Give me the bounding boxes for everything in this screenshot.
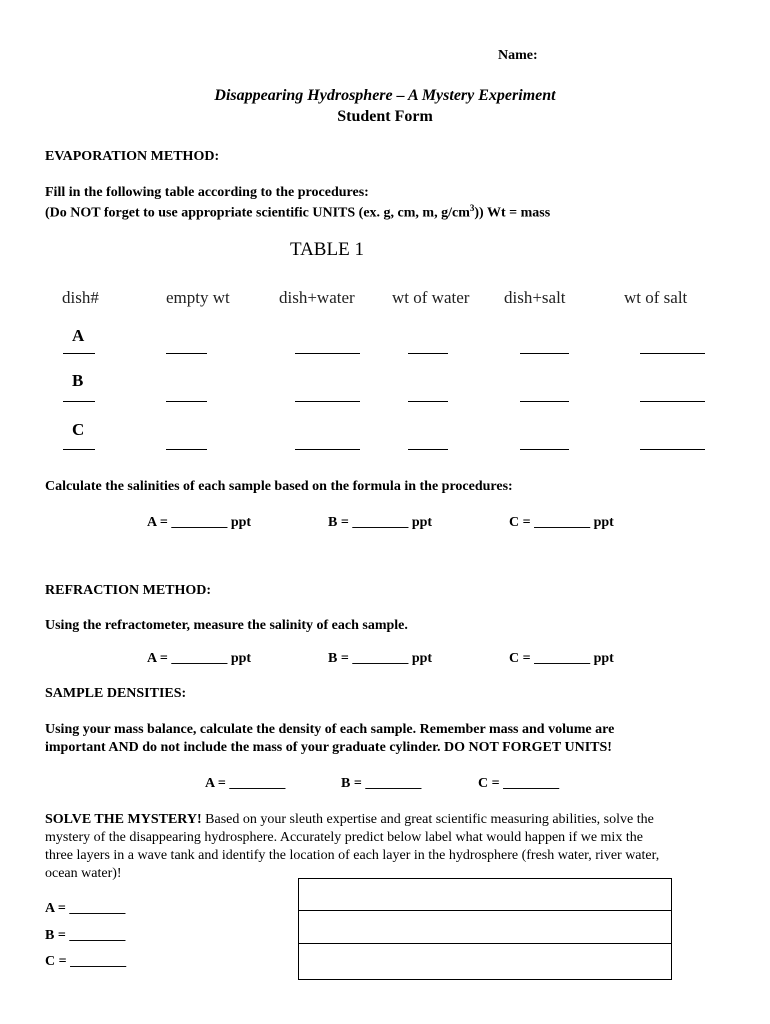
box-row-divider — [299, 943, 671, 944]
wt-water-c-blank[interactable] — [408, 449, 448, 450]
mystery-heading: SOLVE THE MYSTERY! — [45, 812, 202, 827]
wt-water-a-blank[interactable] — [408, 353, 448, 354]
refraction-heading: REFRACTION METHOD: — [45, 583, 212, 598]
column-header-dish-water: dish+water — [279, 288, 355, 307]
row-label-b: B — [72, 371, 84, 390]
evaporation-answer-a[interactable]: A = ________ ppt — [147, 515, 252, 530]
wt-water-b-blank[interactable] — [408, 401, 448, 402]
density-answer-c[interactable]: C = ________ — [478, 776, 560, 791]
densities-heading: SAMPLE DENSITIES: — [45, 686, 187, 701]
densities-instruction-2: important AND do not include the mass of your graduate cylinder. DO NOT FORGET UNITS! — [45, 740, 612, 755]
mystery-answer-c[interactable]: C = ________ — [45, 954, 127, 969]
evaporation-heading: EVAPORATION METHOD: — [45, 149, 220, 164]
column-header-dish-salt: dish+salt — [504, 288, 566, 307]
column-header-wt-salt: wt of salt — [624, 288, 688, 307]
form-subtitle: Student Form — [337, 108, 433, 125]
row-label-a: A — [72, 326, 85, 345]
table-title: TABLE 1 — [290, 239, 364, 260]
dish-water-c-blank[interactable] — [295, 449, 360, 450]
dish-a-blank[interactable] — [63, 353, 95, 354]
dish-salt-c-blank[interactable] — [520, 449, 569, 450]
evaporation-instruction-1: Fill in the following table according to the procedures: — [45, 185, 369, 200]
evaporation-answer-c[interactable]: C = ________ ppt — [509, 515, 614, 530]
wt-salt-a-blank[interactable] — [640, 353, 705, 354]
mystery-answer-b[interactable]: B = ________ — [45, 928, 126, 943]
empty-wt-c-blank[interactable] — [166, 449, 207, 450]
column-header-wt-water: wt of water — [392, 288, 470, 307]
dish-salt-b-blank[interactable] — [520, 401, 569, 402]
refraction-answer-b[interactable]: B = ________ ppt — [328, 651, 433, 666]
density-answer-b[interactable]: B = ________ — [341, 776, 422, 791]
salinity-instruction: Calculate the salinities of each sample based on the formula in the procedures: — [45, 479, 513, 494]
mystery-paragraph: SOLVE THE MYSTERY! Based on your sleuth expertise and great scientific measuring abilities, solve the mystery of the disappearing hydrosphere. Accurately predict below label what would happen if we mix the three layers in a wave tank and identify the location of each layer in the hydrosphere (fresh water, river water, ocean water)! — [45, 812, 660, 881]
empty-wt-b-blank[interactable] — [166, 401, 207, 402]
form-title: Disappearing Hydrosphere – A Mystery Experiment — [214, 87, 556, 104]
densities-instruction-1: Using your mass balance, calculate the density of each sample. Remember mass and volume are — [45, 722, 615, 737]
name-label: Name: — [498, 48, 538, 63]
dish-c-blank[interactable] — [63, 449, 95, 450]
hydrosphere-layers-box[interactable] — [298, 878, 672, 980]
wt-salt-c-blank[interactable] — [640, 449, 705, 450]
refraction-answer-c[interactable]: C = ________ ppt — [509, 651, 614, 666]
dish-water-b-blank[interactable] — [295, 401, 360, 402]
evaporation-answer-b[interactable]: B = ________ ppt — [328, 515, 433, 530]
row-label-c: C — [72, 420, 85, 439]
box-row-divider — [299, 910, 671, 911]
refraction-instruction: Using the refractometer, measure the salinity of each sample. — [45, 618, 408, 633]
refraction-answer-a[interactable]: A = ________ ppt — [147, 651, 252, 666]
empty-wt-a-blank[interactable] — [166, 353, 207, 354]
dish-water-a-blank[interactable] — [295, 353, 360, 354]
density-answer-a[interactable]: A = ________ — [205, 776, 286, 791]
dish-salt-a-blank[interactable] — [520, 353, 569, 354]
wt-salt-b-blank[interactable] — [640, 401, 705, 402]
column-header-dish: dish# — [62, 288, 99, 307]
column-header-empty-wt: empty wt — [166, 288, 230, 307]
evaporation-instruction-2: (Do NOT forget to use appropriate scientific UNITS (ex. g, cm, m, $g/cm^3$)) Wt = mass — [45, 203, 551, 221]
dish-b-blank[interactable] — [63, 401, 95, 402]
mystery-answer-a[interactable]: A = ________ — [45, 901, 126, 916]
